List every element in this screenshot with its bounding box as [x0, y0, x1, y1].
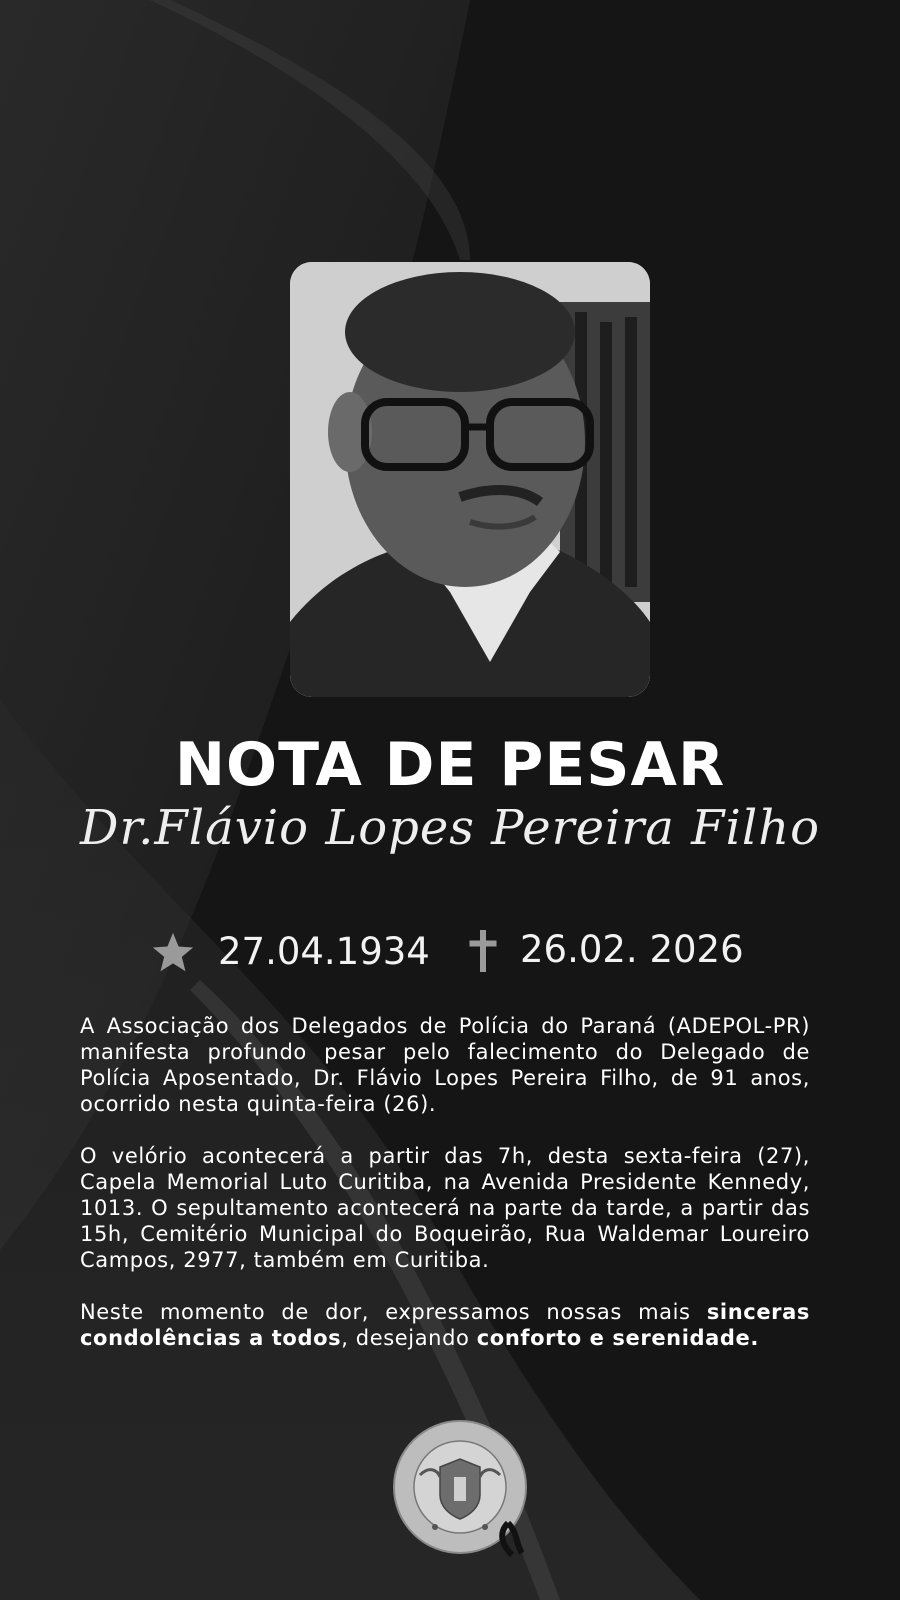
paragraph-funeral-details: O velório acontecerá a partir das 7h, desta sexta-feira (27), Capela Memorial Luto Curitiba, na Avenida Presidente Kennedy, 1013. O sepultamento acontecerá na parte da tarde, a partir das 15h, Cemitério Municipal do Boqueirão, Rua Waldemar Loureiro Campos, 2977, também em Curitiba. [80, 1144, 810, 1272]
adepol-seal-logo [390, 1415, 540, 1565]
portrait-photo [290, 262, 650, 697]
star-icon [150, 930, 196, 976]
birth-date: 27.04.1934 [218, 930, 430, 973]
deceased-name: Dr.Flávio Lopes Pereira Filho [80, 800, 820, 856]
announcement-text [80, 1013, 810, 1377]
condolence-text-2: , desejando [341, 1326, 477, 1350]
condolence-emphasis-2: conforto e serenidade. [476, 1326, 759, 1350]
paragraph-condolences [80, 1299, 810, 1351]
paragraph-announcement: A Associação dos Delegados de Polícia do Paraná (ADEPOL-PR) manifesta profundo pesar pelo falecimento do Delegado de Polícia Aposentado, Dr. Flávio Lopes Pereira Filho, de 91 anos, ocorrido nesta quinta-feira (26). [80, 1014, 810, 1116]
page-title: NOTA DE PESAR [174, 730, 726, 800]
dates-row [0, 930, 900, 980]
death-date: 26.02. 2026 [520, 928, 744, 971]
condolence-emphasis-1: sinceras condolências a todos [80, 1300, 810, 1350]
condolence-text-1: Neste momento de dor, expressamos nossas mais [80, 1300, 707, 1324]
cross-icon [468, 930, 498, 972]
